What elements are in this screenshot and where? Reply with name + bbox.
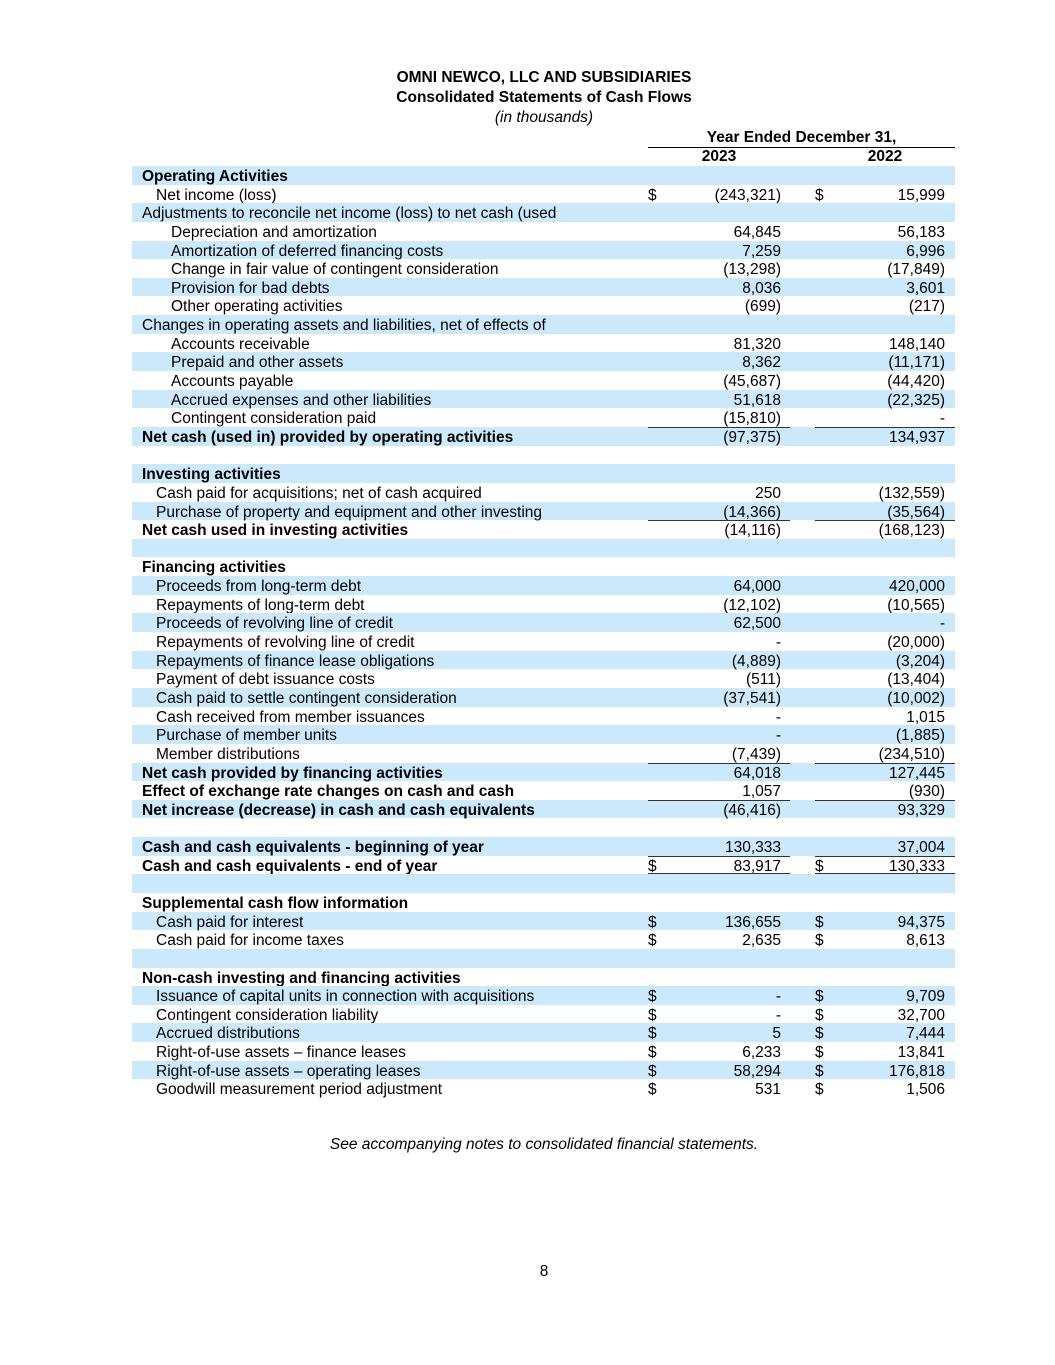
table-row [132,781,955,800]
currency-symbol-2023: $ [648,857,657,875]
value-2023: 1,057 [742,783,781,801]
value-2022: 9,709 [906,988,945,1006]
value-2022: 37,004 [897,839,945,857]
row-label: Right-of-use assets – finance leases [156,1044,406,1062]
blank-row [132,949,955,968]
value-2023: 2,635 [742,932,781,950]
value-2023: 6,233 [742,1044,781,1062]
value-2022: 93,329 [897,801,945,819]
subtotal-rule [815,427,955,428]
value-2023: (243,321) [714,186,781,204]
value-2022: (168,123) [878,522,945,540]
currency-symbol-2023: $ [648,913,657,931]
page-number: 8 [539,1263,549,1280]
value-2022: 148,140 [888,335,945,353]
row-label: Issuance of capital units in connection with acquisitions [156,988,535,1006]
table-row [132,595,955,614]
blank-row [132,539,955,558]
value-2023: 64,845 [733,223,781,241]
row-label: Changes in operating assets and liabilities, net of effects of [142,317,546,335]
table-row [132,1042,955,1061]
value-2023: 5 [772,1025,781,1043]
section-header-row [132,893,955,912]
table-row [132,203,955,222]
table-row [132,912,955,931]
table-row [132,502,955,521]
table-row [132,800,955,819]
currency-symbol-2022: $ [815,1044,824,1062]
value-2023: 62,500 [733,615,781,633]
row-label: Proceeds of revolving line of credit [156,615,393,633]
value-2023: 250 [755,484,781,502]
value-2022: 3,601 [906,279,945,297]
value-2023: (45,687) [723,373,781,391]
table-row [132,725,955,744]
value-2022: 176,818 [888,1062,945,1080]
value-2023: - [775,634,781,652]
value-2023: 81,320 [733,335,781,353]
row-label: Depreciation and amortization [171,223,377,241]
currency-symbol-2022: $ [815,988,824,1006]
value-2022: 420,000 [888,578,945,596]
value-2023: - [775,708,781,726]
value-2022: (35,564) [887,503,945,521]
table-row [132,390,955,409]
value-2022: (22,325) [887,391,945,409]
row-label: Operating Activities [142,168,288,185]
table-row [132,408,955,427]
period-header: Year Ended December 31, [648,129,955,148]
row-label: Member distributions [156,745,300,763]
table-row [132,1005,955,1024]
value-2023: 130,333 [724,839,781,857]
units-note: (in thousands) [494,109,594,126]
value-2023: - [775,1006,781,1024]
row-label: Goodwill measurement period adjustment [156,1081,443,1099]
blank-row [132,818,955,837]
table-row [132,930,955,949]
table-row [132,427,955,446]
value-2023: (37,541) [723,689,781,707]
currency-symbol-2022: $ [815,1081,824,1099]
value-2023: (97,375) [723,428,781,446]
row-label: Cash paid for interest [156,913,304,931]
subtotal-rule [815,800,955,801]
subtotal-rule [815,520,955,521]
value-2022: 127,445 [888,764,945,782]
value-2023: 83,917 [733,857,781,875]
table-row [132,688,955,707]
row-label: Net cash used in investing activities [142,522,409,540]
row-label: Provision for bad debts [171,279,330,297]
value-2022: (13,404) [887,671,945,689]
row-label: Right-of-use assets – operating leases [156,1062,421,1080]
row-label: Repayments of finance lease obligations [156,652,435,670]
row-label: Accounts payable [171,373,294,391]
currency-symbol-2023: $ [648,1081,657,1099]
row-label: Cash paid for acquisitions; net of cash acquired [156,484,482,502]
currency-symbol-2022: $ [815,1062,824,1080]
value-2023: (46,416) [723,801,781,819]
table-row [132,669,955,688]
value-2023: (7,439) [731,745,781,763]
table-row [132,744,955,763]
company-name: OMNI NEWCO, LLC AND SUBSIDIARIES [396,69,692,86]
table-row [132,222,955,241]
row-label: Investing activities [142,466,281,484]
table-row [132,483,955,502]
value-2023: (13,298) [723,261,781,279]
row-label: Cash and cash equivalents - end of year [142,857,438,875]
value-2022: 130,333 [888,857,945,875]
value-2023: - [775,988,781,1006]
table-row [132,185,955,204]
table-row [132,334,955,353]
currency-symbol-2022: $ [815,186,824,204]
value-2022: (234,510) [878,745,945,763]
subtotal-rule [815,763,955,764]
row-label: Payment of debt issuance costs [156,671,375,689]
value-2022: (20,000) [887,634,945,652]
table-row [132,1079,955,1098]
value-2022: (10,565) [887,596,945,614]
table-row [132,241,955,260]
value-2023: 7,259 [742,242,781,260]
row-label: Purchase of property and equipment and other investing [156,503,543,521]
value-2023: (12,102) [723,596,781,614]
row-label: Net cash provided by financing activities [142,764,443,782]
currency-symbol-2023: $ [648,1006,657,1024]
value-2023: 8,362 [742,354,781,372]
section-header-row [132,968,955,987]
subtotal-rule [648,763,790,764]
value-2022: (930) [908,783,945,801]
table-row [132,986,955,1005]
value-2022: 6,996 [906,242,945,260]
row-label: Cash received from member issuances [156,708,425,726]
value-2023: 531 [755,1081,781,1099]
footnote: See accompanying notes to consolidated financial statements. [329,1136,759,1153]
value-2023: (14,366) [723,503,781,521]
table-row [132,837,955,856]
currency-symbol-2022: $ [815,913,824,931]
value-2023: 58,294 [733,1062,781,1080]
table-row [132,278,955,297]
section-header-row [132,166,955,185]
row-label: Adjustments to reconcile net income (loss) to net cash (used [142,205,557,223]
value-2022: 15,999 [897,186,945,204]
row-label: Non-cash investing and financing activities [142,969,461,987]
value-2022: - [939,615,945,633]
currency-symbol-2023: $ [648,1062,657,1080]
row-label: Other operating activities [171,298,343,316]
currency-symbol-2023: $ [648,988,657,1006]
value-2022: (11,171) [888,354,945,372]
value-2022: (44,420) [887,373,945,391]
row-label: Cash paid to settle contingent consideration [156,689,457,707]
value-2022: (217) [908,298,945,316]
value-2022: 94,375 [897,913,945,931]
currency-symbol-2022: $ [815,932,824,950]
value-2022: - [939,410,945,428]
subtotal-rule [648,520,790,521]
table-row [132,296,955,315]
row-label: Cash paid for income taxes [156,932,344,950]
row-label: Supplemental cash flow information [142,894,409,912]
year-header-2022: 2022 [815,148,955,167]
row-label: Contingent consideration paid [171,410,377,428]
currency-symbol-2023: $ [648,1044,657,1062]
row-label: Net cash (used in) provided by operating activities [142,428,514,446]
value-2022: (3,204) [895,652,945,670]
row-label: Proceeds from long-term debt [156,578,362,596]
row-label: Repayments of revolving line of credit [156,634,415,652]
value-2022: (132,559) [878,484,945,502]
value-2023: 51,618 [733,391,781,409]
table-row [132,856,955,875]
table-row [132,352,955,371]
table-row [132,613,955,632]
row-label: Accrued expenses and other liabilities [171,391,432,409]
value-2022: (17,849) [887,261,945,279]
row-label: Contingent consideration liability [156,1006,379,1024]
value-2023: - [775,727,781,745]
currency-symbol-2022: $ [815,1025,824,1043]
year-header-2023: 2023 [648,148,790,167]
row-label: Amortization of deferred financing costs [171,242,444,260]
statement-title: Consolidated Statements of Cash Flows [396,89,692,106]
currency-symbol-2023: $ [648,932,657,950]
row-label: Accounts receivable [171,335,310,353]
value-2023: (511) [745,671,781,689]
value-2022: 8,613 [906,932,945,950]
value-2022: 1,015 [906,708,945,726]
value-2022: 1,506 [906,1081,945,1099]
table-row [132,1023,955,1042]
currency-symbol-2023: $ [648,186,657,204]
value-2023: (699) [744,298,781,316]
value-2022: 7,444 [906,1025,945,1043]
subtotal-rule [648,800,790,801]
row-label: Purchase of member units [156,727,337,745]
currency-symbol-2022: $ [815,857,824,875]
table-row [132,576,955,595]
value-2023: (4,889) [731,652,781,670]
row-label: Prepaid and other assets [171,354,344,372]
value-2022: 56,183 [897,223,945,241]
currency-symbol-2023: $ [648,1025,657,1043]
blank-row [132,446,955,465]
section-header-row [132,557,955,576]
value-2023: (15,810) [723,410,781,428]
value-2022: (1,885) [895,727,945,745]
subtotal-rule [648,427,790,428]
table-row [132,707,955,726]
value-2022: (10,002) [887,689,945,707]
value-2023: 64,018 [733,764,781,782]
blank-row [132,874,955,893]
row-label: Change in fair value of contingent consideration [171,261,499,279]
value-2023: 8,036 [742,279,781,297]
row-label: Effect of exchange rate changes on cash and cash [142,783,515,801]
value-2023: (14,116) [724,522,781,540]
currency-symbol-2022: $ [815,1006,824,1024]
table-row [132,1061,955,1080]
value-2022: 32,700 [897,1006,945,1024]
table-row [132,763,955,782]
row-label: Net increase (decrease) in cash and cash equivalents [142,801,535,819]
value-2022: 13,841 [897,1044,945,1062]
section-header-row [132,464,955,483]
value-2023: 136,655 [724,913,781,931]
row-label: Net income (loss) [156,186,277,204]
table-row [132,632,955,651]
table-row [132,371,955,390]
row-label: Repayments of long-term debt [156,596,365,614]
row-label: Cash and cash equivalents - beginning of year [142,839,484,857]
table-row [132,651,955,670]
cash-flow-table [132,166,955,1098]
table-row [132,315,955,334]
table-row [132,259,955,278]
row-label: Accrued distributions [156,1025,300,1043]
table-row [132,520,955,539]
value-2022: 134,937 [888,428,945,446]
row-label: Financing activities [142,559,286,577]
value-2023: 64,000 [733,578,781,596]
